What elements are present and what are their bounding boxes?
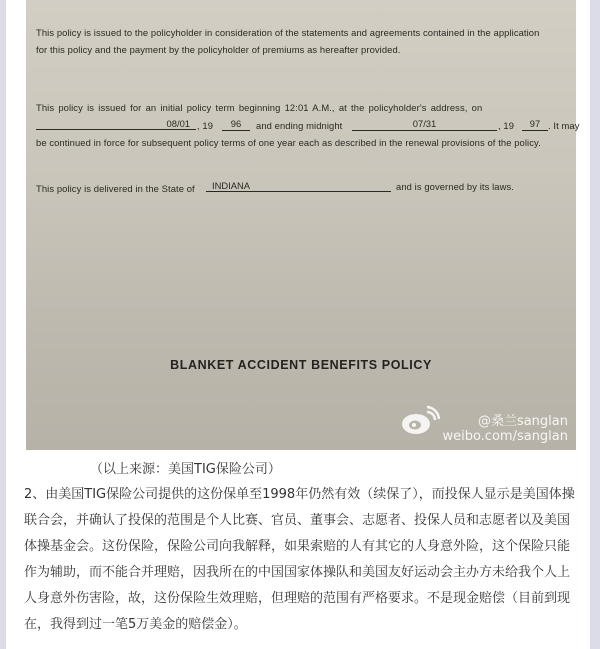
state-prefix: This policy is delivered in the State of xyxy=(36,183,195,194)
start-year-field: 96 xyxy=(222,118,250,131)
state-field: INDIANA xyxy=(206,180,391,192)
policy-document-photo[interactable] xyxy=(26,0,580,450)
policy-paragraph-2-line-3: be continued in force for subsequent policy terms of one year each as described in the renewal provisions of the policy. xyxy=(36,137,541,148)
weibo-watermark xyxy=(442,410,568,444)
may-text: . It may xyxy=(548,120,580,131)
state-suffix: and is governed by its laws. xyxy=(396,181,514,192)
policy-paragraph-1-line-2: for this policy and the payment by the policyholder of premiums as hereafter provided. xyxy=(36,44,401,55)
weibo-logo-icon xyxy=(400,406,440,436)
policy-paragraph-2-line-1: This policy is issued for an initial policy term beginning 12:01 A.M., at the policyholder's address, on xyxy=(36,102,483,113)
image-source-caption: （以上来源：美国TIG保险公司） xyxy=(90,462,281,477)
watermark-handle: @桑兰sanglan xyxy=(477,414,568,429)
post-body-text: 2、由美国TIG保险公司提供的这份保单至1998年仍然有效（续保了），而投保人显示是美国体操联合会，并确认了投保的范围是个人比赛、官员、董事会、志愿者、投保人员和志愿者以及美国体操基金会。这份保险，保险公司向我解释，如果索赔的人有其它的人身意外险，这个保险只能作为辅助，而不能合并理赔，因我所在的中国国家体操队和美国友好运动会主办方未给我个人上人身意外伤害险，故，这份保险生效理赔，但理赔的范围有严格要求。不是现金赔偿（目前到现在，我得到过一笔5万美金的赔偿金）。 xyxy=(24,487,575,632)
policy-title: BLANKET ACCIDENT BENEFITS POLICY xyxy=(170,358,432,372)
ending-text: and ending midnight xyxy=(256,120,343,131)
end-date-field: 07/31 xyxy=(352,118,497,131)
start-year-prefix: , 19 xyxy=(197,120,214,131)
end-year-prefix: , 19 xyxy=(498,120,515,131)
end-year-field: 97 xyxy=(522,118,548,131)
start-date-field: 08/01 xyxy=(36,118,196,130)
policy-paragraph-1-line-1: This policy is issued to the policyholder in consideration of the statements and agreements contained in the application xyxy=(36,27,540,38)
watermark-url: weibo.com/sanglan xyxy=(442,429,568,444)
